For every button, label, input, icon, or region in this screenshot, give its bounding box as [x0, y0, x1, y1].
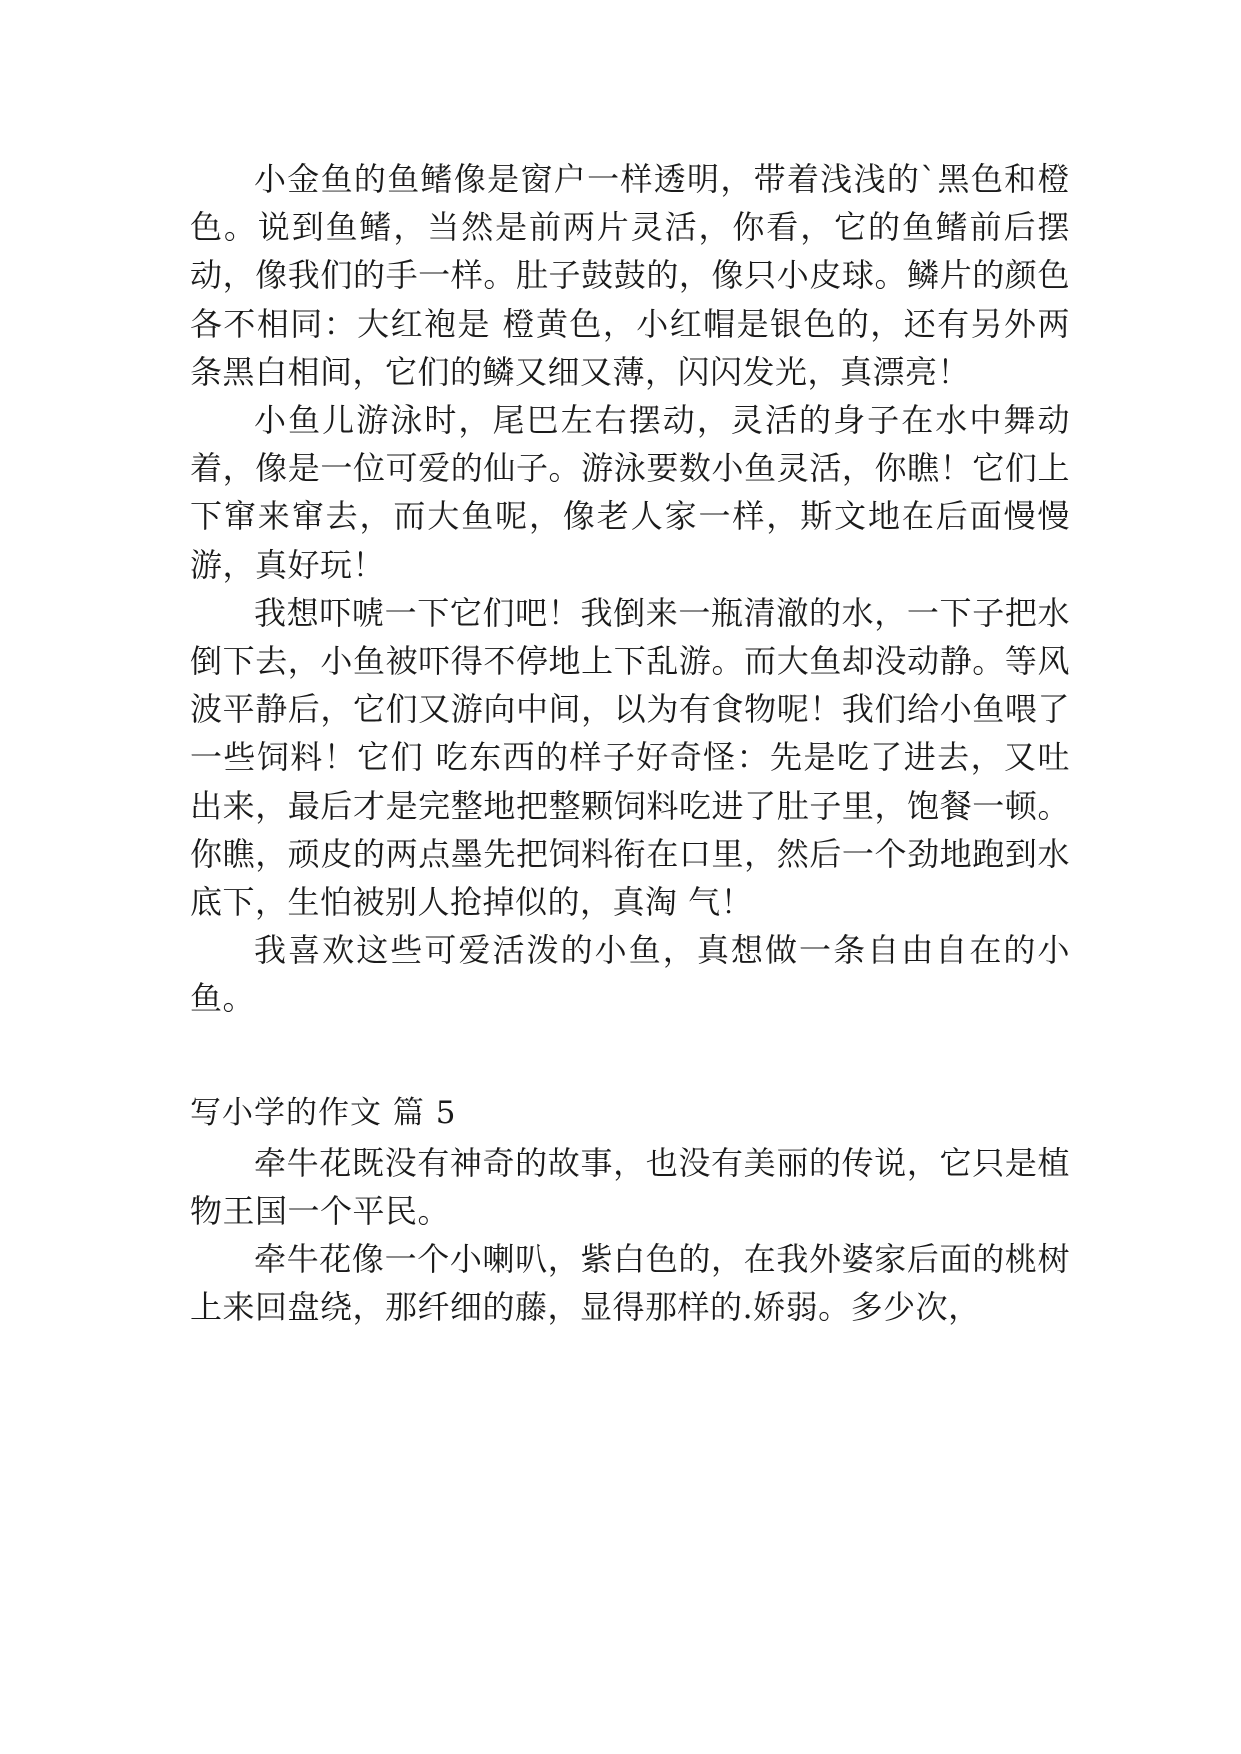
paragraph-morning-glory-description: 牵牛花像一个小喇叭，紫白色的，在我外婆家后面的桃树上来回盘绕，那纤细的藤，显得那样的.娇弱。多少次， — [190, 1240, 1070, 1327]
document-body — [190, 155, 1070, 1331]
paragraph-goldfish-fins: 小金鱼的鱼鳍像是窗户一样透明，带着浅浅的`黑色和橙色。说到鱼鳍，当然是前两片灵活，你看，它的鱼鳍前后摆动，像我们的手一样。肚子鼓鼓的，像只小皮球。鳞片的颜色各不相同：大红袍是 橙黄色，小红帽是银色的，还有另外两条黑白相间，它们的鳞又细又薄，闪闪发光，真漂亮！ — [190, 160, 1070, 391]
section-title: 写小学的作文 篇 5 — [190, 1094, 457, 1131]
paragraph-morning-glory-intro: 牵牛花既没有神奇的故事，也没有美丽的传说，它只是植物王国一个平民。 — [190, 1143, 1070, 1230]
paragraph-conclusion: 我喜欢这些可爱活泼的小鱼，真想做一条自由自在的小鱼。 — [190, 931, 1070, 1018]
section-spacer — [190, 1023, 1070, 1087]
paragraph-fish-feeding: 我想吓唬一下它们吧！我倒来一瓶清澈的水，一下子把水倒下去，小鱼被吓得不停地上下乱游。而大鱼却没动静。等风波平静后，它们又游向中间，以为有食物呢！我们给小鱼喂了一些饲料！它们 吃东西的样子好奇怪：先是吃了进去，又吐出来，最后才是完整地把整颗饲料吃进了肚子里，饱餐一顿。你瞧，顽皮的两点墨先把饲料衔在口里，然后一个劲地跑到水底下，生怕被别人抢掉似的，真淘 气！ — [190, 593, 1070, 922]
paragraph-fish-swimming: 小鱼儿游泳时，尾巴左右摆动，灵活的身子在水中舞动着，像是一位可爱的仙子。游泳要数小鱼灵活，你瞧！它们上下窜来窜去，而大鱼呢，像老人家一样，斯文地在后面慢慢游，真好玩！ — [190, 401, 1070, 584]
